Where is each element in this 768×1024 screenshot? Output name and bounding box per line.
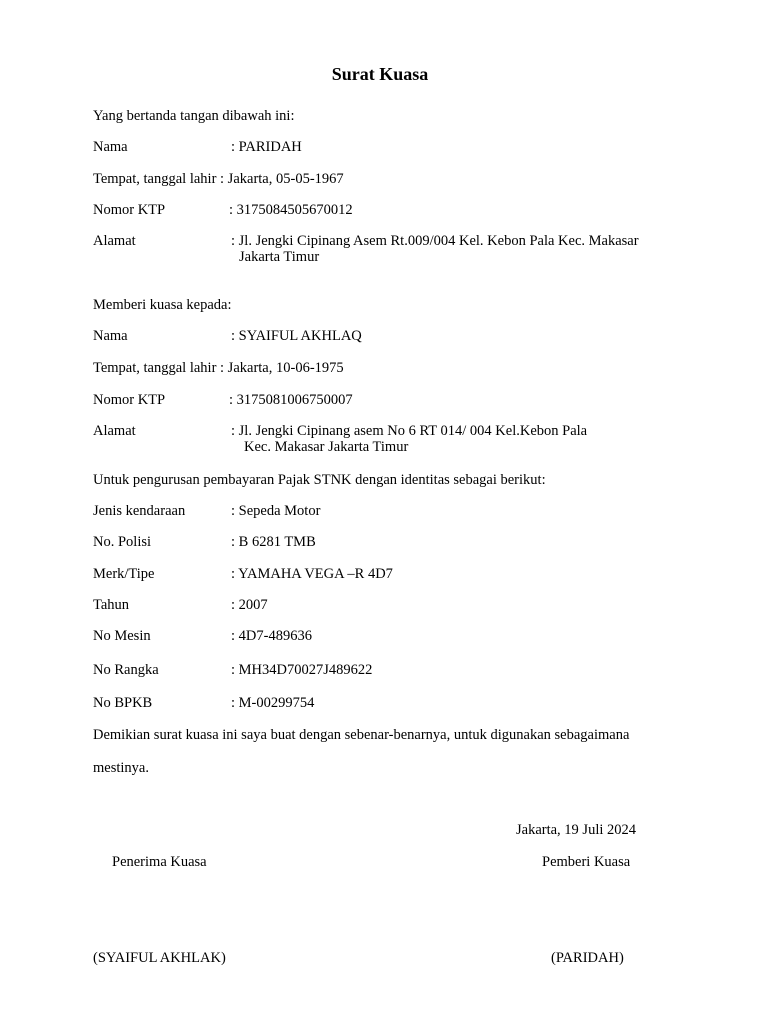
receiver-signature-title: Penerima Kuasa [112, 854, 207, 870]
vehicle-type-value: : Sepeda Motor [231, 503, 321, 519]
vehicle-engine-label: No Mesin [93, 628, 151, 644]
vehicle-chassis-value: : MH34D70027J489622 [231, 662, 373, 678]
giver-ktp-label: Nomor KTP [93, 202, 166, 218]
receiver-birth-line: Tempat, tanggal lahir : Jakarta, 10-06-1975 [93, 360, 344, 376]
vehicle-plate-label: No. Polisi [93, 534, 152, 550]
intro-text: Yang bertanda tangan dibawah ini: [93, 108, 295, 124]
receiver-address-line1: : Jl. Jengki Cipinang asem No 6 RT 014/ 004 Kel.Kebon Pala [231, 423, 588, 439]
vehicle-year-value: : 2007 [231, 597, 268, 613]
vehicle-brand-label: Merk/Tipe [93, 566, 155, 582]
vehicle-brand-value: : YAMAHA VEGA –R 4D7 [231, 566, 393, 582]
closing-line-2: mestinya. [93, 760, 149, 776]
giver-address-line1: : Jl. Jengki Cipinang Asem Rt.009/004 Kel. Kebon Pala Kec. Makasar [231, 233, 639, 249]
vehicle-engine-value: : 4D7-489636 [231, 628, 312, 644]
vehicle-plate-value: : B 6281 TMB [231, 534, 316, 550]
giver-ktp-value: : 3175084505670012 [229, 202, 353, 218]
giver-address-label: Alamat [93, 233, 136, 249]
receiver-address-line2: Kec. Makasar Jakarta Timur [244, 439, 409, 455]
giver-birth-line: Tempat, tanggal lahir : Jakarta, 05-05-1967 [93, 171, 344, 187]
closing-line-1: Demikian surat kuasa ini saya buat dengan sebenar-benarnya, untuk digunakan sebagaimana [93, 727, 630, 743]
giver-name-label: Nama [93, 139, 128, 155]
vehicle-bpkb-label: No BPKB [93, 695, 153, 711]
receiver-ktp-label: Nomor KTP [93, 392, 166, 408]
giver-signature-name: (PARIDAH) [551, 950, 624, 966]
document-title: Surat Kuasa [331, 64, 429, 84]
giver-address-line2: Jakarta Timur [239, 249, 320, 265]
receiver-address-label: Alamat [93, 423, 136, 439]
receiver-signature-name: (SYAIFUL AKHLAK) [93, 950, 226, 966]
proxy-intro-text: Memberi kuasa kepada: [93, 297, 232, 313]
vehicle-chassis-label: No Rangka [93, 662, 159, 678]
receiver-name-value: : SYAIFUL AKHLAQ [231, 328, 362, 344]
receiver-ktp-value: : 3175081006750007 [229, 392, 353, 408]
giver-signature-title: Pemberi Kuasa [542, 854, 631, 870]
receiver-name-label: Nama [93, 328, 128, 344]
vehicle-bpkb-value: : M-00299754 [231, 695, 315, 711]
vehicle-year-label: Tahun [93, 597, 130, 613]
purpose-text: Untuk pengurusan pembayaran Pajak STNK dengan identitas sebagai berikut: [93, 472, 546, 488]
place-date: Jakarta, 19 Juli 2024 [516, 822, 637, 838]
vehicle-type-label: Jenis kendaraan [93, 503, 186, 519]
giver-name-value: : PARIDAH [231, 139, 302, 155]
